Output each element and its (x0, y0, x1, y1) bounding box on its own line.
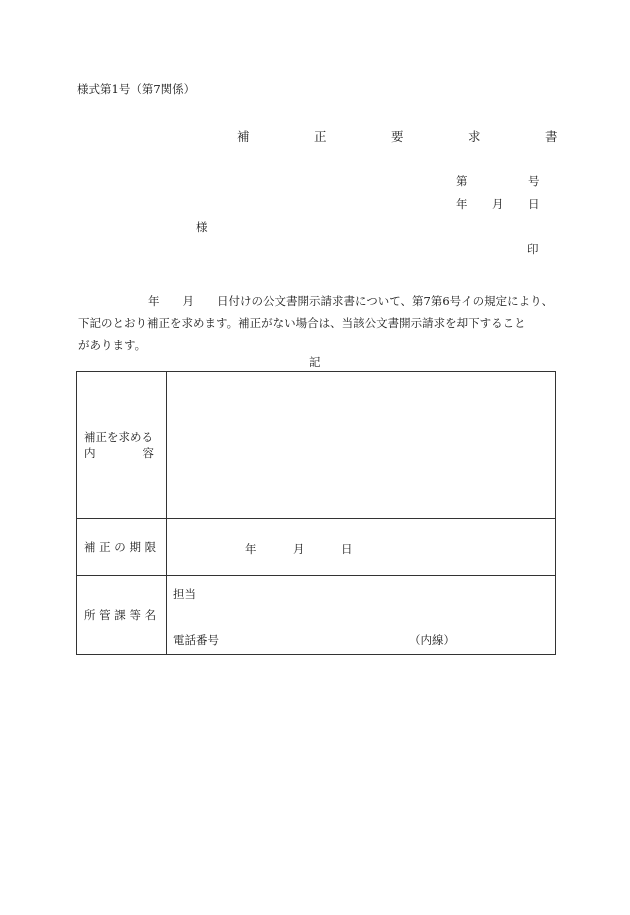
document-title: 補 正 要 求 書 (237, 129, 584, 144)
department-extension: （内線） (409, 633, 455, 647)
content-label-uchi: 内 (84, 446, 96, 460)
date-year: 年 (456, 197, 468, 211)
table-row-deadline (77, 519, 556, 576)
body-line-1: 年 月 日付けの公文書開示請求書について、第7第6号イの規定により、 (148, 294, 554, 308)
department-value-cell[interactable] (167, 576, 556, 655)
correction-table (76, 371, 556, 655)
table-row-content (77, 372, 556, 519)
content-label-cell (77, 372, 167, 519)
content-label-line1: 補正を求める (84, 430, 153, 444)
department-tanto: 担当 (173, 587, 196, 601)
body-line-3: があります。 (78, 338, 147, 352)
number-suffix: 号 (528, 174, 540, 188)
deadline-year: 年 (245, 542, 257, 556)
form-number: 様式第1号（第7関係） (77, 82, 196, 96)
seal-mark: 印 (527, 242, 539, 256)
deadline-month: 月 (293, 542, 305, 556)
request-body (78, 290, 558, 356)
deadline-label: 補 正 の 期 限 (77, 519, 167, 576)
body-line-2: 下記のとおり補正を求めます。補正がない場合は、当該公文書開示請求を却下すること (78, 316, 526, 330)
deadline-value-cell[interactable] (167, 519, 556, 576)
table-row-department (77, 576, 556, 655)
deadline-day: 日 (341, 542, 353, 556)
department-phone: 電話番号 (173, 633, 219, 647)
date-month: 月 (492, 197, 504, 211)
department-label: 所 管 課 等 名 (77, 576, 167, 655)
content-value-cell[interactable] (167, 372, 556, 519)
ki-heading: 記 (309, 355, 321, 369)
addressee: 様 (196, 220, 208, 234)
content-label-you: 容 (142, 446, 154, 460)
content-label-line2 (84, 445, 154, 461)
number-prefix: 第 (456, 174, 468, 188)
date-day: 日 (528, 197, 540, 211)
